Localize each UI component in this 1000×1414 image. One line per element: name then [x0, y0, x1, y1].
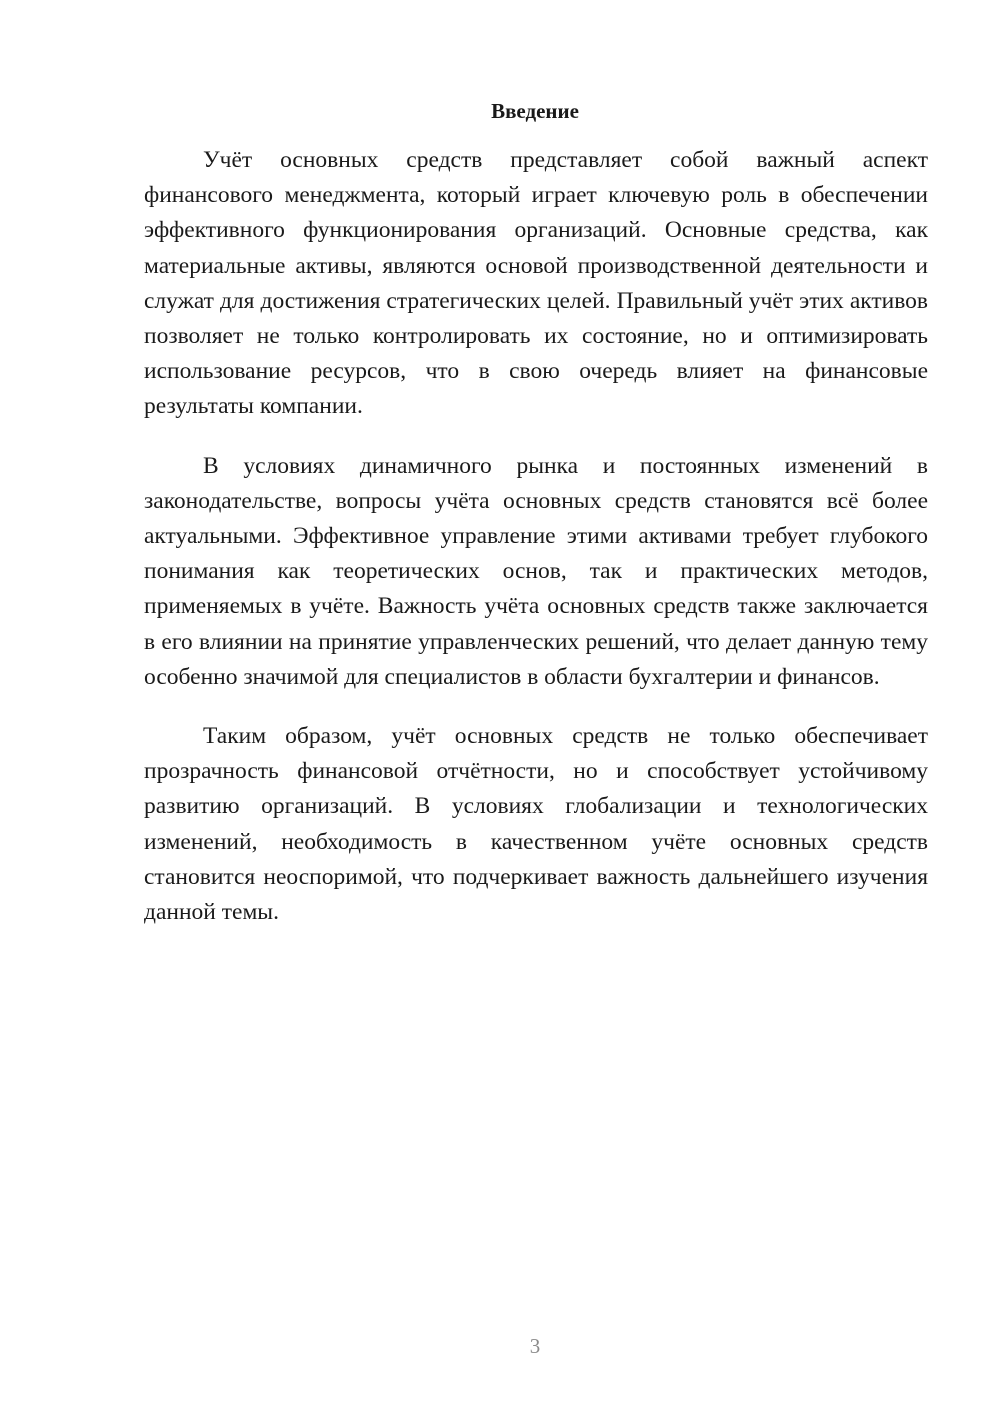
section-heading: Введение	[491, 99, 579, 123]
paragraph-3: Таким образом, учёт основных средств не только обеспечивает прозрачность финансовой отчётности, но и способствует устойчивому развитию организаций. В условиях глобализации и технологических изменений, необходимость в качественном учёте основных средств становится неоспоримой, что подчеркивает важность дальнейшего изучения данной темы.	[144, 723, 928, 926]
body-text	[144, 143, 928, 954]
page-number: 3	[529, 1334, 541, 1358]
paragraph-2: В условиях динамичного рынка и постоянных изменений в законодательстве, вопросы учёта основных средств становятся всё более актуальными. Эффективное управление этими активами требует глубокого понимания как теоретических основ, так и практических методов, применяемых в учёте. Важность учёта основных средств также заключается в его влиянии на принятие управленческих решений, что делает данную тему особенно значимой для специалистов в области бухгалтерии и финансов.	[144, 452, 928, 690]
paragraph-1: Учёт основных средств представляет собой важный аспект финансового менеджмента, который играет ключевую роль в обеспечении эффективного функционирования организаций. Основные средства, как материальные активы, являются основой производственной деятельности и служат для достижения стратегических целей. Правильный учёт этих активов позволяет не только контролировать их состояние, но и оптимизировать использование ресурсов, что в свою очередь влияет на финансовые результаты компании.	[144, 147, 928, 420]
